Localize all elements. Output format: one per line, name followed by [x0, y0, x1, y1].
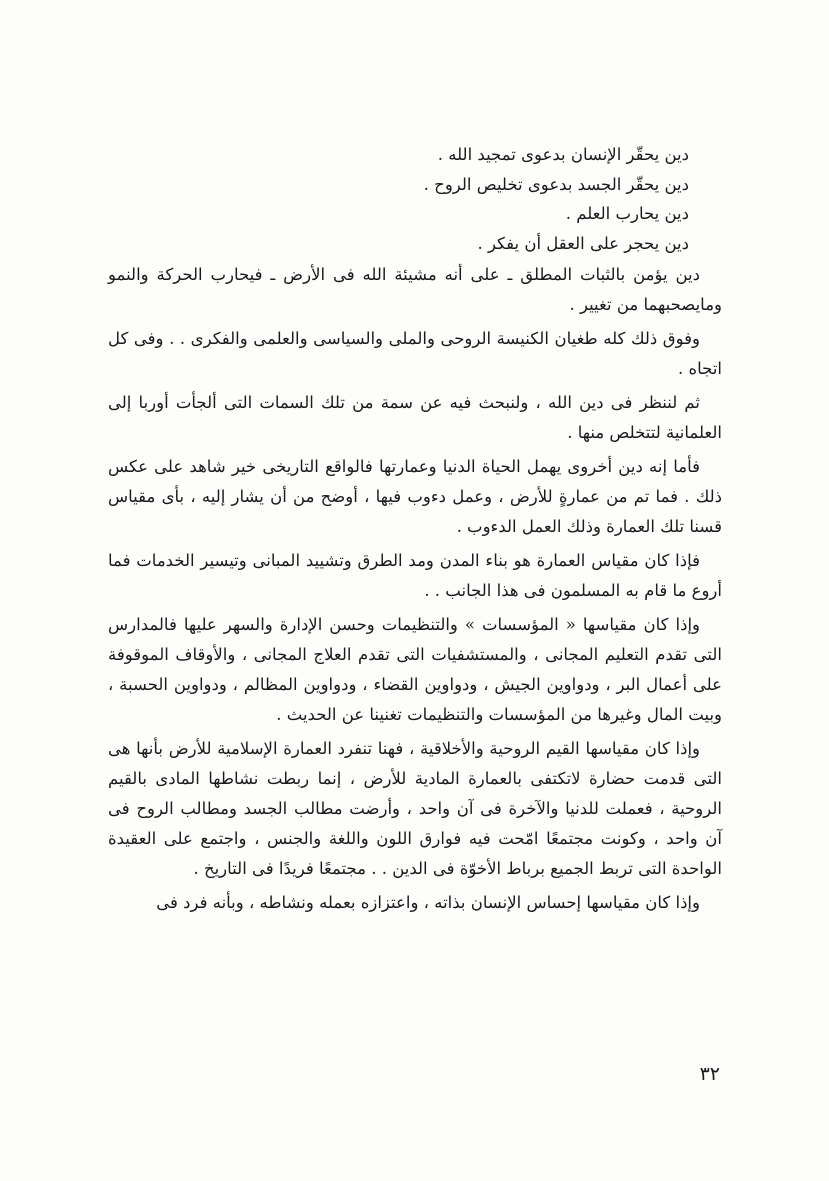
paragraph: دين يؤمن بالثبات المطلق ـ على أنه مشيئة الله فى الأرض ـ فيحارب الحركة والنمو ومايصحبهما من تغيير . — [108, 265, 722, 314]
list-line: دين يحجر على العقل أن يفكر . — [477, 233, 689, 253]
list-line: دين يحقّر الإنسان بدعوى تمجيد الله . — [437, 145, 689, 164]
paragraph: وإذا كان مقياسها القيم الروحية والأخلاقية ، فهنا تنفرد العمارة الإسلامية للأرض بأنها هى التى قدمت حضارة لاتكتفى بالعمارة المادية للأرض ، إنما ربطت نشاطها المادى بالقيم الروحية ، فعملت للدنيا والآخرة فى آن واحد ، وأرضت مطالب الجسد ومطالب الروح فى آن واحد ، وكونت مجتمعًا امّحت فيه فوارق اللون واللغة والجنس ، واجتمع على العقيدة الواحدة التى تربط الجميع برباط الأخوّة فى الدين . . مجتمعًا فريدًا فى التاريخ . — [108, 739, 722, 878]
paragraph: ثم لننظر فى دين الله ، ولنبحث فيه عن سمة من تلك السمات التى ألجأت أوربا إلى العلمانية لتتخلص منها . — [108, 393, 722, 442]
page-number: ٣٢ — [699, 1063, 720, 1085]
paragraph: فأما إنه دين أخروى يهمل الحياة الدنيا وعمارتها فالواقع التاريخى خير شاهد على عكس ذلك . فما تم من عمارةٍ للأرض ، وعمل دءوب فيها ، أوضح من أن يشار إليه ، بأى مقياس قسنا تلك العمارة وذلك العمل الدءوب . — [108, 457, 722, 536]
paragraph: وفوق ذلك كله طغيان الكنيسة الروحى والملى والسياسى والعلمى والفكرى . . وفى كل اتجاه . — [108, 329, 722, 378]
list-line: دين يحقّر الجسد بدعوى تخليص الروح . — [423, 174, 689, 194]
list-line: دين يحارب العلم . — [565, 204, 689, 223]
paragraph: فإذا كان مقياس العمارة هو بناء المدن ومد الطرق وتشييد المبانى وتيسير الخدمات فما أروع ما قام به المسلمون فى هذا الجانب . . — [108, 551, 722, 600]
paragraph: وإذا كان مقياسها إحساس الإنسان بذاته ، واعتزازه بعمله ونشاطه ، وبأنه فرد فى — [156, 893, 700, 912]
paragraph: وإذا كان مقياسها « المؤسسات » والتنظيمات وحسن الإدارة والسهر عليها فالمدارس التى تقدم التعليم المجانى ، والمستشفيات التى تقدم العلاج المجانى ، والأوقاف الموقوفة على أعمال البر ، ودواوين الجيش ، ودواوين القضاء ، ودواوين المظالم ، ودواوين الحسبة ، وبيت المال وغيرها من المؤسسات والتنظيمات تغنينا عن الحديث . — [108, 615, 722, 724]
page-body — [108, 140, 722, 918]
